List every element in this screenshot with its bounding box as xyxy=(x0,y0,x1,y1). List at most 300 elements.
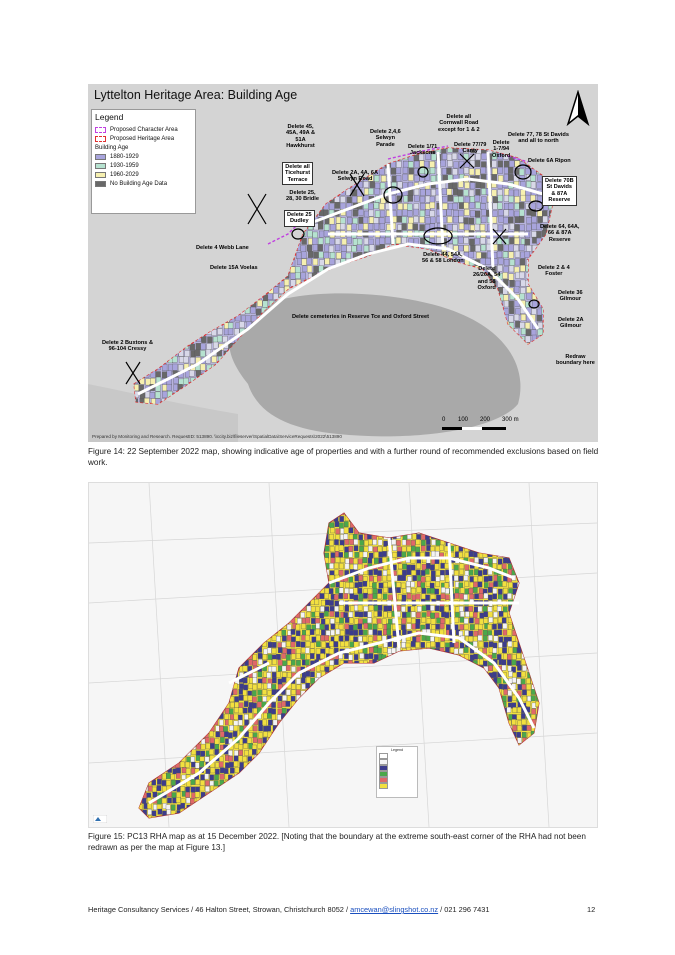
parcel xyxy=(594,251,598,257)
parcel xyxy=(449,510,453,515)
rha-map xyxy=(89,483,597,827)
parcel xyxy=(162,315,167,321)
parcel xyxy=(480,133,485,139)
parcel xyxy=(576,407,581,413)
parcel xyxy=(594,323,598,329)
parcel xyxy=(280,196,285,202)
parcel xyxy=(229,516,233,521)
parcel xyxy=(174,377,179,383)
parcel xyxy=(415,175,420,181)
parcel xyxy=(330,113,335,119)
parcel xyxy=(447,302,452,308)
parcel xyxy=(341,252,346,258)
parcel xyxy=(96,224,101,230)
parcel xyxy=(455,517,459,522)
parcel xyxy=(530,195,535,201)
parcel xyxy=(223,155,228,161)
parcel xyxy=(520,343,525,349)
parcel xyxy=(229,127,234,133)
parcel xyxy=(178,266,183,272)
parcel xyxy=(335,125,340,131)
parcel xyxy=(218,251,223,257)
parcel xyxy=(324,286,329,292)
parcel xyxy=(122,295,127,301)
parcel xyxy=(212,323,217,329)
parcel xyxy=(559,168,564,174)
parcel xyxy=(396,167,401,173)
parcel xyxy=(402,510,406,515)
parcel xyxy=(196,392,201,398)
parcel xyxy=(364,267,369,273)
parcel xyxy=(324,280,329,286)
parcel xyxy=(446,511,450,516)
parcel xyxy=(89,265,94,271)
parcel xyxy=(240,258,245,264)
parcel xyxy=(127,238,132,244)
parcel xyxy=(548,407,553,413)
parcel xyxy=(223,133,228,139)
parcel xyxy=(217,315,222,321)
parcel xyxy=(431,272,436,278)
parcel xyxy=(274,223,279,229)
parcel xyxy=(554,209,559,215)
parcel xyxy=(114,504,118,509)
parcel xyxy=(341,139,346,145)
parcel xyxy=(263,183,268,189)
parcel xyxy=(592,433,597,439)
parcel xyxy=(460,516,464,521)
parcel xyxy=(587,161,592,167)
parcel xyxy=(152,522,156,527)
parcel xyxy=(407,210,412,216)
parcel xyxy=(229,169,234,175)
parcel xyxy=(537,211,542,217)
parcel xyxy=(124,522,128,527)
parcel xyxy=(594,273,598,279)
parcel xyxy=(111,315,116,321)
parcel xyxy=(213,224,218,230)
parcel xyxy=(565,253,570,259)
parcel xyxy=(218,119,223,125)
parcel xyxy=(318,125,323,131)
parcel xyxy=(469,511,473,516)
parcel xyxy=(565,510,569,515)
parcel xyxy=(263,140,268,146)
parcel xyxy=(504,504,508,509)
parcel xyxy=(189,230,194,236)
parcel xyxy=(207,392,212,398)
parcel xyxy=(592,330,597,336)
parcel xyxy=(111,265,116,271)
parcel xyxy=(123,329,128,335)
parcel xyxy=(324,112,329,118)
parcel xyxy=(219,522,223,527)
parcel xyxy=(548,245,553,251)
parcel xyxy=(268,183,273,189)
parcel xyxy=(99,231,104,237)
parcel xyxy=(183,316,188,322)
parcel xyxy=(369,105,374,111)
parcel xyxy=(235,209,240,215)
parcel xyxy=(152,281,157,287)
parcel xyxy=(486,323,491,329)
parcel xyxy=(274,244,279,250)
parcel xyxy=(239,281,244,287)
parcel xyxy=(391,281,396,287)
parcel xyxy=(548,280,553,286)
parcel xyxy=(238,522,242,527)
parcel xyxy=(88,315,93,321)
parcel xyxy=(547,509,551,514)
parcel xyxy=(431,280,436,286)
parcel xyxy=(251,148,256,154)
parcel xyxy=(257,272,262,278)
parcel xyxy=(178,272,183,278)
parcel xyxy=(262,120,267,126)
parcel xyxy=(520,405,525,411)
parcel xyxy=(234,183,239,189)
parcel xyxy=(171,523,175,528)
parcel xyxy=(341,503,345,508)
parcel xyxy=(509,113,514,119)
parcel xyxy=(122,300,127,306)
parcel xyxy=(575,134,580,140)
parcel xyxy=(212,118,217,124)
parcel xyxy=(106,370,111,376)
parcel xyxy=(185,272,190,278)
parcel xyxy=(352,112,357,118)
parcel xyxy=(481,126,486,132)
parcel xyxy=(223,195,228,201)
parcel xyxy=(458,274,463,280)
parcel xyxy=(269,174,274,180)
parcel xyxy=(315,522,319,527)
parcel xyxy=(420,203,425,209)
parcel xyxy=(341,162,346,168)
parcel xyxy=(475,300,480,306)
parcel xyxy=(486,315,491,321)
parcel xyxy=(251,307,256,313)
parcel xyxy=(571,217,576,223)
parcel xyxy=(101,523,105,528)
parcel xyxy=(430,113,435,119)
parcel xyxy=(223,112,228,118)
parcel xyxy=(430,168,435,174)
parcel xyxy=(464,167,469,173)
parcel xyxy=(335,189,340,195)
parcel xyxy=(441,510,445,515)
parcel xyxy=(510,259,515,265)
parcel xyxy=(100,252,105,258)
parcel xyxy=(447,189,452,195)
parcel xyxy=(235,119,240,125)
parcel xyxy=(408,294,413,300)
parcel xyxy=(285,239,290,245)
parcel xyxy=(179,336,184,342)
parcel xyxy=(426,511,430,516)
parcel xyxy=(225,504,229,509)
parcel xyxy=(357,196,362,202)
parcel xyxy=(106,300,111,306)
parcel xyxy=(174,246,179,252)
parcel xyxy=(230,154,235,160)
parcel xyxy=(252,399,257,405)
parcel xyxy=(583,195,588,201)
parcel xyxy=(487,294,492,300)
parcel xyxy=(569,516,573,521)
parcel xyxy=(503,252,508,258)
parcel xyxy=(517,503,521,508)
parcel xyxy=(514,245,519,251)
parcel xyxy=(323,106,328,112)
parcel xyxy=(224,301,229,307)
parcel xyxy=(202,280,207,286)
parcel xyxy=(330,140,335,146)
parcel xyxy=(364,258,369,264)
parcel xyxy=(374,218,379,224)
parcel xyxy=(308,441,313,442)
parcel xyxy=(380,161,385,167)
parcel xyxy=(375,288,380,294)
parcel xyxy=(587,406,592,412)
parcel xyxy=(252,244,257,250)
parcel xyxy=(325,258,330,264)
parcel xyxy=(588,300,593,306)
parcel xyxy=(594,516,597,521)
parcel xyxy=(246,281,251,287)
parcel xyxy=(90,246,95,252)
parcel xyxy=(224,308,229,314)
parcel xyxy=(301,246,306,252)
parcel xyxy=(178,293,183,299)
parcel xyxy=(196,105,201,111)
map-legend xyxy=(91,109,196,214)
parcel xyxy=(301,252,306,258)
parcel xyxy=(531,372,536,378)
parcel xyxy=(202,288,207,294)
parcel xyxy=(374,188,379,194)
parcel xyxy=(273,119,278,125)
parcel xyxy=(441,274,446,280)
parcel xyxy=(571,253,576,259)
parcel xyxy=(89,273,94,279)
parcel xyxy=(268,160,273,166)
parcel xyxy=(436,287,441,293)
parcel xyxy=(521,314,526,320)
parcel xyxy=(296,244,301,250)
parcel xyxy=(313,183,318,189)
parcel xyxy=(264,504,268,509)
parcel xyxy=(140,365,145,371)
parcel xyxy=(436,133,441,139)
parcel xyxy=(406,503,410,508)
parcel xyxy=(537,315,542,321)
parcel xyxy=(454,162,459,168)
parcel xyxy=(351,288,356,294)
parcel xyxy=(430,266,435,272)
parcel xyxy=(173,330,178,336)
parcel xyxy=(223,399,228,405)
parcel xyxy=(212,127,217,133)
parcel xyxy=(543,216,548,222)
parcel xyxy=(317,511,321,516)
parcel xyxy=(168,515,172,520)
parcel xyxy=(419,113,424,119)
parcel xyxy=(414,127,419,133)
parcel xyxy=(230,510,234,515)
parcel xyxy=(396,175,401,181)
parcel xyxy=(397,280,402,286)
parcel xyxy=(498,225,503,231)
parcel xyxy=(347,210,352,216)
parcel xyxy=(420,294,425,300)
parcel xyxy=(543,288,548,294)
parcel xyxy=(587,125,592,131)
parcel xyxy=(514,211,519,217)
parcel xyxy=(263,239,268,245)
parcel xyxy=(594,421,598,427)
parcel xyxy=(274,162,279,168)
parcel xyxy=(318,133,323,139)
parcel xyxy=(302,503,306,508)
parcel xyxy=(595,509,597,514)
parcel xyxy=(572,385,577,391)
parcel xyxy=(436,505,440,510)
parcel xyxy=(212,106,217,112)
parcel xyxy=(521,195,526,201)
parcel xyxy=(374,223,379,229)
parcel xyxy=(537,244,542,250)
parcel xyxy=(536,112,541,118)
parcel xyxy=(549,293,554,299)
parcel xyxy=(447,288,452,294)
parcel xyxy=(189,314,194,320)
parcel xyxy=(402,126,407,132)
parcel xyxy=(548,371,553,377)
parcel xyxy=(347,266,352,272)
parcel xyxy=(340,218,345,224)
parcel xyxy=(139,225,144,231)
parcel xyxy=(202,273,207,279)
parcel xyxy=(397,288,402,294)
parcel xyxy=(161,509,165,514)
parcel xyxy=(520,112,525,118)
parcel xyxy=(239,176,244,182)
parcel xyxy=(346,112,351,118)
parcel xyxy=(206,197,211,203)
parcel xyxy=(185,225,190,231)
parcel xyxy=(576,209,581,215)
parcel xyxy=(566,378,571,384)
parcel xyxy=(150,392,155,398)
parcel xyxy=(494,517,498,522)
parcel xyxy=(179,246,184,252)
parcel xyxy=(99,258,104,264)
parcel xyxy=(347,133,352,139)
parcel xyxy=(342,239,347,245)
parcel xyxy=(533,504,537,509)
parcel xyxy=(212,356,217,362)
parcel xyxy=(565,392,570,398)
parcel xyxy=(251,407,256,413)
parcel xyxy=(536,398,541,404)
parcel xyxy=(475,160,480,166)
parcel xyxy=(312,238,317,244)
parcel xyxy=(335,286,340,292)
parcel xyxy=(514,329,519,335)
parcel xyxy=(581,259,586,265)
parcel xyxy=(241,160,246,166)
parcel xyxy=(307,266,312,272)
parcel xyxy=(156,259,161,265)
parcel xyxy=(107,358,112,364)
parcel xyxy=(582,202,587,208)
parcel xyxy=(117,274,122,280)
parcel xyxy=(257,231,262,237)
legend-swatch xyxy=(95,181,106,187)
parcel xyxy=(475,515,479,520)
parcel xyxy=(191,287,196,293)
parcel xyxy=(138,244,143,250)
parcel xyxy=(515,251,520,257)
parcel xyxy=(241,203,246,209)
parcel xyxy=(129,286,134,292)
parcel xyxy=(352,162,357,168)
parcel xyxy=(459,521,463,526)
parcel xyxy=(234,521,238,526)
parcel xyxy=(588,140,593,146)
parcel xyxy=(144,295,149,301)
parcel xyxy=(143,505,147,510)
parcel xyxy=(240,168,245,174)
parcel xyxy=(274,133,279,139)
parcel xyxy=(321,523,325,528)
parcel xyxy=(234,216,239,222)
parcel xyxy=(347,225,352,231)
parcel xyxy=(452,169,457,175)
parcel xyxy=(565,168,570,174)
parcel xyxy=(482,253,487,259)
parcel xyxy=(526,503,530,508)
parcel xyxy=(352,134,357,140)
parcel xyxy=(268,134,273,140)
parcel xyxy=(196,195,201,201)
parcel xyxy=(525,111,530,117)
parcel xyxy=(407,126,412,132)
parcel xyxy=(527,225,532,231)
parcel xyxy=(577,217,582,223)
parcel xyxy=(262,252,267,258)
parcel xyxy=(179,225,184,231)
parcel xyxy=(263,274,268,280)
parcel xyxy=(385,280,390,286)
parcel xyxy=(351,281,356,287)
parcel xyxy=(347,281,352,287)
parcel xyxy=(89,293,94,299)
parcel xyxy=(213,342,218,348)
parcel xyxy=(252,174,257,180)
parcel xyxy=(234,516,238,521)
parcel xyxy=(239,294,244,300)
parcel xyxy=(450,503,454,508)
parcel xyxy=(420,189,425,195)
parcel xyxy=(128,273,133,279)
parcel xyxy=(155,344,160,350)
parcel xyxy=(122,386,127,392)
parcel xyxy=(544,440,549,442)
parcel xyxy=(430,202,435,208)
parcel xyxy=(547,111,552,117)
